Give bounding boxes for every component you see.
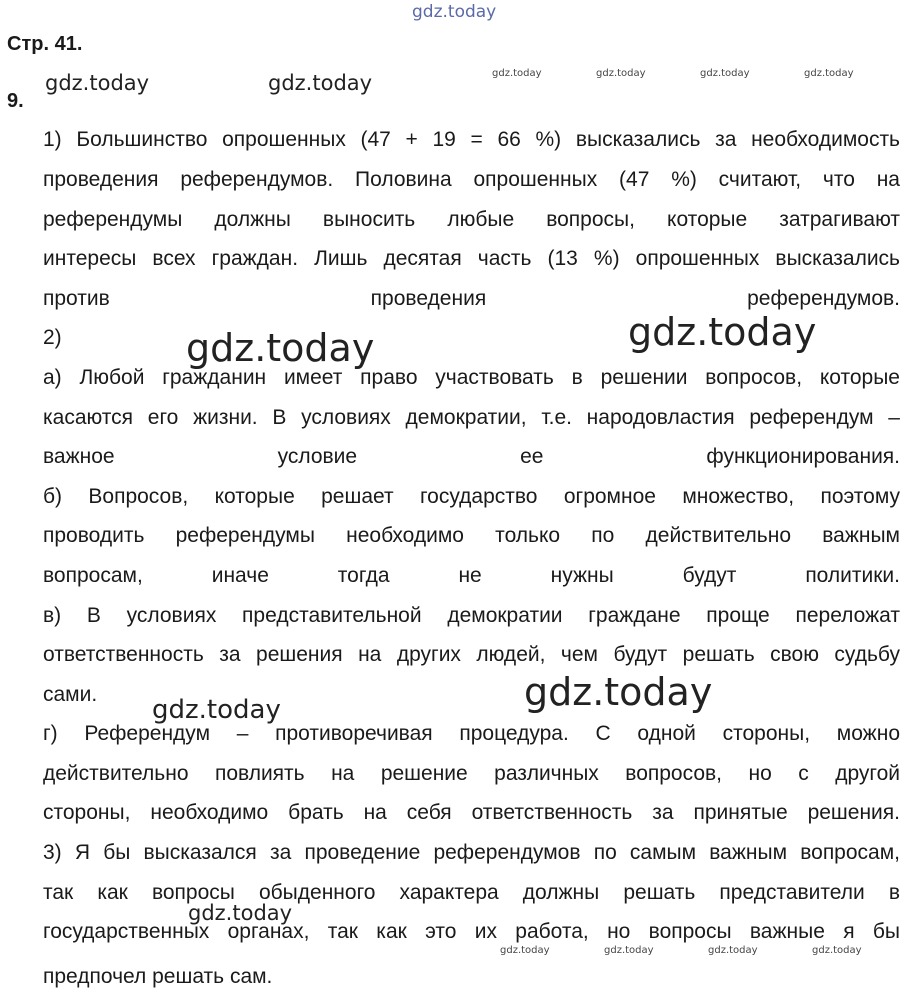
watermark: gdz.today [500,945,550,956]
text-line: г) Референдум – противоречивая процедура. С одной стороны, можно [43,722,900,745]
text-line: сами. [43,683,98,706]
text-line: референдумы должны выносить любые вопросы, которые затрагивают [43,208,900,231]
text-line: в) В условиях представительной демократии граждане проще переложат [43,604,900,627]
text-line: вопросам, иначе тогда не нужны будут политики. [43,564,900,587]
watermark: gdz.today [804,68,854,79]
watermark: gdz.today [188,901,293,925]
watermark: gdz.today [628,310,817,354]
text-line: интересы всех граждан. Лишь десятая часть (13 %) опрошенных высказались [43,247,900,270]
watermark: gdz.today [700,68,750,79]
text-line: а) Любой гражданин имеет право участвовать в решении вопросов, которые [43,366,900,389]
text-line: 3) Я бы высказался за проведение референдумов по самым важным вопросам, [43,841,900,864]
watermark: gdz.today [152,695,281,725]
text-line: так как вопросы обыденного характера должны решать представители в [43,881,900,904]
watermark: gdz.today [812,945,862,956]
watermark: gdz.today [492,68,542,79]
watermark: gdz.today [708,945,758,956]
text-line: против проведения референдумов. [43,287,900,310]
watermark-top: gdz.today [412,2,497,22]
page-reference: Стр. 41. [7,33,83,55]
text-line: стороны, необходимо брать на себя ответственность за принятые решения. [43,801,900,824]
text-line: ответственность за решения на других людей, чем будут решать свою судьбу [43,643,900,666]
watermark: gdz.today [524,670,713,714]
text-line: проведения референдумов. Половина опрошенных (47 %) считают, что на [43,168,900,191]
text-line: касаются его жизни. В условиях демократии, т.е. народовластия референдум – [43,406,900,429]
watermark: gdz.today [268,71,373,95]
text-line: действительно повлиять на решение различных вопросов, но с другой [43,762,900,785]
text-line: государственных органах, так как это их работа, но вопросы важные я бы [43,920,900,943]
text-line: б) Вопросов, которые решает государство огромное множество, поэтому [43,485,900,508]
text-line: проводить референдумы необходимо только по действительно важным [43,524,900,547]
watermark: gdz.today [596,68,646,79]
watermark: gdz.today [604,945,654,956]
text-line: 1) Большинство опрошенных (47 + 19 = 66 %) высказались за необходимость [43,128,900,151]
text-line: предпочел решать сам. [43,965,273,988]
task-number: 9. [7,90,24,112]
watermark: gdz.today [186,326,375,370]
watermark: gdz.today [45,71,150,95]
text-line: 2) [43,326,62,349]
text-line: важное условие ее функционирования. [43,445,900,468]
